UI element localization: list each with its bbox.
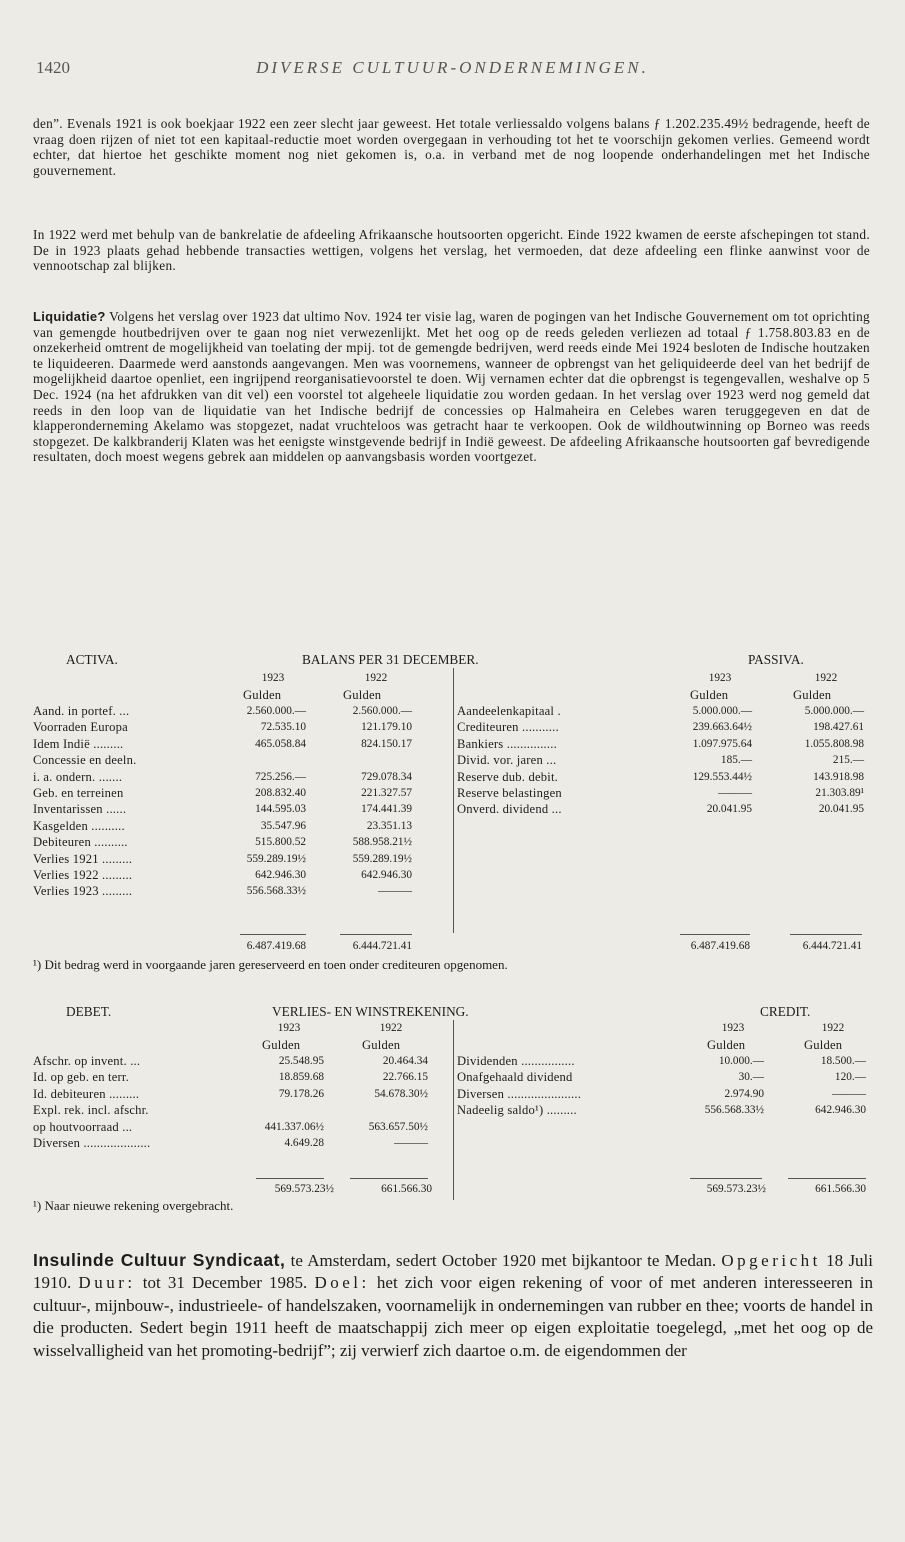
credit-row-value-1922: 18.500.— (820, 1055, 866, 1067)
activa-year-1923: 1923 (261, 672, 285, 684)
activa-row-label: Verlies 1923 ......... (33, 884, 133, 899)
passiva-row-label: Bankiers ............... (457, 736, 557, 751)
passiva-row-value-1923: 20.041.95 (706, 803, 752, 816)
activa-row-value-1923: 208.832.40 (255, 787, 306, 799)
insulinde-text-3: tot 31 December 1985. (135, 1273, 315, 1293)
passiva-row-label: Aandeelenkapitaal . (457, 704, 561, 718)
activa-row-label: Verlies 1922 ......... (33, 868, 133, 882)
activa-row-value-1923: 72.535.10 (260, 721, 306, 734)
passiva-row-value-1922: 1.055.808.98 (804, 737, 864, 750)
paragraph-1: den”. Evenals 1921 is ook boekjaar 1922 een zeer slecht jaar geweest. Het totale verliessaldo volgens balans ƒ 1.202.235.49½ bedragende, heeft de vraag doen rijzen of niet tot een kapitaal-reductie moet worden overgegaan in verhouding tot het te voorschijn gekomen verlies. Gemeend wordt echter, dat hiertoe het geschikte moment nog niet gekomen is, o.a. in verband met de nog loopende onderhandelingen met het Indische gouvernement. (33, 116, 870, 178)
credit-unit-1923: Gulden (707, 1038, 746, 1052)
debet-row-value-1922: 54.678.30½ (374, 1087, 428, 1100)
activa-row-label: Voorraden Europa (33, 720, 128, 735)
debet-row-label: Id. op geb. en terr. (33, 1070, 129, 1085)
passiva-row-value-1922: 5.000.000.— (804, 705, 864, 717)
paragraph-2: In 1922 werd met behulp van de bankrelatie de afdeeling Afrikaansche houtsoorten opgericht. Einde 1922 kwamen de eerste afschepingen tot stand. De in 1923 plaats gehad hebbende transacties wettigen, volgens het verslag, het vermoeden, dat deze afdeeling een flinke aanwinst voor de vennootschap zal blijken. (33, 227, 870, 274)
credit-row-value-1922: 642.946.30 (815, 1104, 866, 1117)
activa-row-label: i. a. ondern. ....... (33, 769, 123, 784)
balans-footnote: ¹) Dit bedrag werd in voorgaande jaren gereserveerd en toen onder crediteuren opgenomen. (33, 957, 508, 972)
debet-row-value-1923: 25.548.95 (278, 1055, 324, 1067)
running-title: DIVERSE CULTUUR-ONDERNEMINGEN. (256, 58, 649, 77)
debet-row-label: op houtvoorraad ... (33, 1119, 133, 1134)
passiva-row-label: Divid. vor. jaren ... (457, 753, 557, 768)
activa-row-label: Idem Indië ......... (33, 736, 124, 751)
activa-row-value-1923: 2.560.000.— (246, 705, 306, 717)
balans-divider (453, 668, 454, 933)
debet-total-rule-1923 (256, 1178, 324, 1179)
credit-row-value-1922: ——— (832, 1087, 866, 1100)
activa-row-value-1922: 174.441.39 (361, 803, 412, 816)
activa-row-label: Verlies 1921 ......... (33, 851, 133, 866)
credit-row-value-1923: 30.— (738, 1071, 764, 1084)
debet-title: DEBET. (66, 1004, 112, 1019)
page-number: 1420 (36, 58, 70, 77)
wv-divider (453, 1020, 454, 1200)
activa-row-label: Kasgelden .......... (33, 818, 125, 833)
debet-row-value-1923: 79.178.26 (278, 1087, 324, 1100)
activa-row-label: Inventarissen ...... (33, 802, 127, 817)
activa-title: ACTIVA. (66, 652, 118, 667)
activa-row-value-1922: 221.327.57 (361, 787, 412, 799)
passiva-row-value-1922: 198.427.61 (813, 721, 864, 734)
insulinde-text-2: 18 Juli 1910. (33, 1251, 873, 1293)
activa-year-1922: 1922 (364, 672, 388, 684)
debet-unit-1922: Gulden (362, 1038, 401, 1052)
debet-row-value-1923: 441.337.06½ (264, 1120, 324, 1133)
activa-row-value-1923: 35.547.96 (260, 819, 306, 832)
passiva-row-value-1923: ——— (718, 787, 752, 799)
label-doel: Doel: (314, 1273, 370, 1293)
passiva-total-rule-1923 (680, 934, 750, 935)
debet-row-value-1922: 20.464.34 (382, 1055, 428, 1067)
liquidatie-heading: Liquidatie? (33, 309, 106, 324)
wv-title: VERLIES- EN WINSTREKENING. (272, 1004, 469, 1019)
credit-row-value-1922: 120.— (834, 1071, 866, 1084)
credit-total-rule-1923 (690, 1178, 762, 1179)
activa-row-value-1922: 729.078.34 (361, 770, 412, 783)
passiva-row-value-1923: 185.— (720, 754, 752, 767)
passiva-year-1923: 1923 (708, 672, 732, 684)
activa-row-value-1922: 824.150.17 (361, 737, 412, 750)
credit-row-value-1923: 2.974.90 (724, 1087, 764, 1100)
activa-total-1923: 6.487.419.68 (246, 940, 306, 952)
activa-row-value-1923: 556.568.33½ (246, 885, 306, 898)
debet-year-1923: 1923 (277, 1022, 301, 1034)
activa-row-value-1922: ——— (378, 885, 412, 898)
passiva-row-label: Crediteuren ........... (457, 720, 559, 735)
passiva-row-value-1922: 215.— (832, 754, 864, 767)
debet-row-value-1922: 563.657.50½ (368, 1120, 428, 1133)
passiva-unit-1922: Gulden (793, 688, 832, 702)
activa-row-value-1923: 559.289.19½ (246, 852, 306, 865)
passiva-row-value-1923: 239.663.64½ (692, 721, 752, 734)
credit-total-1922: 661.566.30 (815, 1183, 866, 1195)
debet-row-value-1923: 4.649.28 (284, 1137, 324, 1149)
paragraph-liquidatie (33, 309, 870, 465)
credit-year-1922: 1922 (821, 1022, 845, 1034)
debet-row-value-1922: 22.766.15 (382, 1071, 428, 1084)
balans-title: BALANS PER 31 DECEMBER. (302, 652, 479, 667)
activa-row-value-1922: 559.289.19½ (352, 852, 412, 865)
credit-row-label: Dividenden ................ (457, 1054, 575, 1068)
credit-row-label: Onafgehaald dividend (457, 1070, 573, 1085)
insulinde-text-4: het zich voor eigen rekening of voor of met anderen interesseeren in cultuur-, mijnbouw-, industrieele- of handelszaken, voornamelijk in ondernemingen van rubber en thee; voorts de handel in die producten. Sedert begin 1911 heeft de maatschappij zich meer op eigen exploitatie toegelegd, „met het oog op de wisselvalligheid van het promoting-bedrijf”; zij verwierf zich daartoe o.m. de eigendommen der (33, 1273, 873, 1360)
activa-unit-1923: Gulden (243, 688, 282, 702)
passiva-total-1922: 6.444.721.41 (802, 940, 862, 952)
activa-row-value-1922: 642.946.30 (361, 869, 412, 881)
debet-total-rule-1922 (350, 1178, 428, 1179)
activa-unit-1922: Gulden (343, 688, 382, 702)
activa-row-value-1923: 465.058.84 (255, 737, 306, 750)
credit-title: CREDIT. (760, 1004, 811, 1019)
debet-row-label: Afschr. op invent. ... (33, 1054, 141, 1068)
activa-row-value-1922: 23.351.13 (366, 819, 412, 832)
debet-year-1922: 1922 (379, 1022, 403, 1034)
passiva-row-value-1923: 129.553.44½ (692, 770, 752, 783)
activa-row-value-1922: 588.958.21½ (352, 836, 412, 849)
credit-row-value-1923: 556.568.33½ (704, 1104, 764, 1117)
activa-total-1922: 6.444.721.41 (352, 940, 412, 952)
activa-row-value-1923: 144.595.03 (255, 803, 306, 816)
activa-row-value-1923: 642.946.30 (255, 869, 306, 881)
debet-total-1923: 569.573.23½ (274, 1183, 334, 1195)
activa-row-label: Debiteuren .......... (33, 835, 128, 850)
passiva-row-value-1922: 21.303.89¹ (815, 787, 864, 799)
activa-row-value-1922: 121.179.10 (361, 721, 412, 734)
activa-row-label: Aand. in portef. ... (33, 704, 130, 718)
debet-row-label: Expl. rek. incl. afschr. (33, 1103, 149, 1118)
passiva-unit-1923: Gulden (690, 688, 729, 702)
credit-total-1923: 569.573.23½ (706, 1183, 766, 1195)
insulinde-paragraph (33, 1249, 873, 1362)
passiva-total-1923: 6.487.419.68 (690, 940, 750, 952)
passiva-row-value-1922: 20.041.95 (818, 803, 864, 816)
passiva-row-label: Onverd. dividend ... (457, 802, 562, 817)
passiva-title: PASSIVA. (748, 652, 804, 667)
wv-footnote: ¹) Naar nieuwe rekening overgebracht. (33, 1198, 234, 1213)
debet-row-label: Id. debiteuren ......... (33, 1086, 140, 1101)
credit-row-label: Nadeelig saldo¹) ......... (457, 1103, 577, 1118)
debet-total-1922: 661.566.30 (381, 1183, 432, 1195)
debet-row-value-1923: 18.859.68 (278, 1071, 324, 1084)
label-opgericht: Opgericht (721, 1251, 821, 1270)
insulinde-company-name: Insulinde Cultuur Syndicaat, (33, 1250, 286, 1270)
debet-row-value-1922: ——— (394, 1137, 428, 1149)
credit-total-rule-1922 (788, 1178, 866, 1179)
passiva-row-value-1923: 1.097.975.64 (692, 737, 752, 750)
page-header (36, 58, 869, 84)
activa-row-value-1923: 515.800.52 (255, 836, 306, 849)
activa-row-label: Geb. en terreinen (33, 786, 124, 800)
activa-row-label: Concessie en deeln. (33, 753, 137, 768)
debet-unit-1923: Gulden (262, 1038, 301, 1052)
passiva-row-label: Reserve belastingen (457, 786, 562, 800)
insulinde-text-1: te Amsterdam, sedert October 1920 met bijkantoor te Medan. (285, 1251, 722, 1270)
credit-unit-1922: Gulden (804, 1038, 843, 1052)
activa-total-rule-1922 (340, 934, 412, 935)
passiva-total-rule-1922 (790, 934, 862, 935)
label-duur: Duur: (78, 1273, 136, 1293)
activa-row-value-1923: 725.256.— (255, 770, 306, 783)
passiva-year-1922: 1922 (814, 672, 838, 684)
liquidatie-text: Volgens het verslag over 1923 dat ultimo Nov. 1924 ter visie lag, waren de pogingen van het Indische Gouvernement om tot oprichting van gemengde houtbedrijven over te gaan nog niet verwezenlijkt. Met het oog op de reeds geleden verliezen ad totaal ƒ 1.758.803.83 en de onzekerheid omtrent de mogelijkheid van toelating der mpij. tot de gemengde bedrijven, werd reeds einde Mei 1924 besloten de Indische houtzaken te liquideeren. Daarmede werd aanstonds aangevangen. Men was voornemens, wanneer de opbrengst van het geliquideerde deel van het bedrijf de mogelijkheid daartoe openliet, een ingrijpend reorganisatievoorstel te doen. Wij vernamen echter dat die opbrengst is tegengevallen, weshalve op 5 Dec. 1924 (na het afdrukken van dit vel) een voorstel tot algeheele liquidatie zou worden gedaan. In het verslag over 1923 werd nog gemeld dat reeds in den loop van de liquidatie van het Indische bedrijf de concessies op Halmaheira en Celebes waren teruggegeven en dat de klapperonderneming Akelamo was stopgezet, nadat vruchteloos was getracht haar te verkoopen. Ook de wildhoutwinning op Borneo was reeds stopgezet. De kalkbranderij Klaten was het eenigste winstgevende bedrijf in Indië geweest. De afdeeling Afrikaansche houtsoorten gaf bevredigende resultaten, doch moest wegens gebrek aan middelen op aanvangsbasis worden voortgezet. (33, 309, 870, 465)
credit-row-value-1923: 10.000.— (718, 1055, 764, 1067)
credit-year-1923: 1923 (721, 1022, 745, 1034)
passiva-row-label: Reserve dub. debit. (457, 769, 559, 784)
debet-row-label: Diversen .................... (33, 1136, 151, 1150)
activa-row-value-1922: 2.560.000.— (352, 705, 412, 717)
credit-row-label: Diversen ...................... (457, 1086, 582, 1101)
passiva-row-value-1922: 143.918.98 (813, 770, 864, 783)
activa-total-rule-1923 (240, 934, 306, 935)
passiva-row-value-1923: 5.000.000.— (692, 705, 752, 717)
